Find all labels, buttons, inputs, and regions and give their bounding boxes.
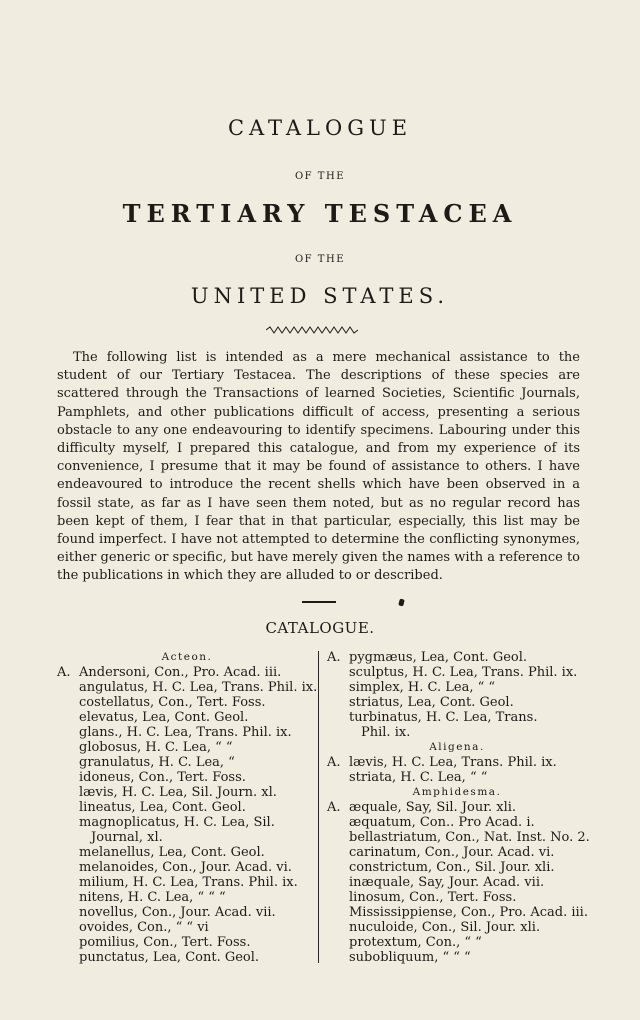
- entry-text: milium, H. C. Lea, Trans. Phil. ix.: [79, 875, 298, 890]
- title-catalogue: CATALOGUE: [227, 116, 413, 140]
- species-entry: [57, 950, 317, 965]
- species-entry: [327, 905, 587, 920]
- entry-text: lævis, H. C. Lea, Sil. Journ. xl.: [79, 785, 277, 800]
- entry-text: punctatus, Lea, Cont. Geol.: [79, 950, 260, 965]
- species-entry: [57, 680, 317, 695]
- species-entry: [327, 800, 587, 815]
- entry-text: æquatum, Con.. Pro Acad. i.: [349, 815, 535, 830]
- entry-text: inæquale, Say, Jour. Acad. vii.: [349, 875, 545, 890]
- genus-heading: [327, 785, 587, 800]
- genus-initial: A.: [327, 755, 341, 770]
- entry-text: nitens, H. C. Lea, “ “ “: [79, 890, 226, 905]
- entry-text: nuculoide, Con., Sil. Jour. xli.: [349, 920, 541, 935]
- column-divider: [318, 651, 319, 963]
- entry-text: angulatus, H. C. Lea, Trans. Phil. ix.: [79, 680, 318, 695]
- species-entry: [327, 770, 587, 785]
- entry-text: pomilius, Con., Tert. Foss.: [79, 935, 251, 950]
- intro-text: The following list is intended as a mere mechanical assistance to the student of our Tertiary Testacea. The descriptions of these species are scattered through the Transactions of learned Societies, Scientific Journals, Pamphlets, and other publications difficult of access, presenting a serious obstacle to any one endeavouring to identify specimens. Labouring under this difficulty myself, I prepared this catalogue, and from my experience of its convenience, I presume that it may be found of assistance to others. I have endeavoured to introduce the recent shells which have been observed in a fossil state, as far as I have seen them noted, but as no regular record has been kept of them, I fear that in that particular, especially, this list may be found imperfect. I have not attempted to determine the conflicting synonymes, either generic or specific, but have merely given the names with a reference to the publications in which they are alluded to or described.: [57, 350, 580, 584]
- genus-initial: A.: [327, 650, 341, 665]
- entry-text: sculptus, H. C. Lea, Trans. Phil. ix.: [349, 665, 578, 680]
- entry-text: lineatus, Lea, Cont. Geol.: [79, 800, 246, 815]
- entry-continuation: [327, 725, 587, 740]
- entry-text: glans., H. C. Lea, Trans. Phil. ix.: [79, 725, 292, 740]
- entry-text: Mississippiense, Con., Pro. Acad. iii.: [349, 905, 588, 920]
- species-entry: [57, 770, 317, 785]
- entry-text: globosus, H. C. Lea, “ “: [79, 740, 233, 755]
- entry-text: idoneus, Con., Tert. Foss.: [79, 770, 246, 785]
- entry-text: turbinatus, H. C. Lea, Trans.: [349, 710, 538, 725]
- entry-text: melanellus, Lea, Cont. Geol.: [79, 845, 265, 860]
- species-entry: [327, 920, 587, 935]
- entry-text: granulatus, H. C. Lea, “: [79, 755, 235, 770]
- catalogue-column-left: [57, 650, 317, 965]
- genus-heading: [327, 740, 587, 755]
- species-entry: [57, 815, 317, 830]
- species-entry: [327, 845, 587, 860]
- entry-text: Andersoni, Con., Pro. Acad. iii.: [79, 665, 282, 680]
- entry-text: carinatum, Con., Jour. Acad. vi.: [349, 845, 555, 860]
- entry-continuation: [57, 830, 317, 845]
- title-of-the-1: OF THE: [294, 171, 345, 182]
- entry-text: melanoides, Con., Jour. Acad. vi.: [79, 860, 292, 875]
- genus-initial: A.: [57, 665, 71, 680]
- species-entry: [57, 725, 317, 740]
- genus-initial: A.: [327, 800, 341, 815]
- species-entry: [57, 875, 317, 890]
- species-entry: [327, 815, 587, 830]
- genus-name: Acteon.: [161, 651, 213, 663]
- genus-name: Amphidesma.: [412, 786, 502, 798]
- entry-text: magnoplicatus, H. C. Lea, Sil.: [79, 815, 275, 830]
- species-entry: [57, 740, 317, 755]
- species-entry: [57, 755, 317, 770]
- catalogue-column-right: [327, 650, 590, 965]
- intro-paragraph: [57, 349, 580, 586]
- species-entry: [57, 860, 317, 875]
- species-entry: [57, 920, 317, 935]
- entry-text: novellus, Con., Jour. Acad. vii.: [79, 905, 276, 920]
- species-entry: [57, 695, 317, 710]
- entry-text: simplex, H. C. Lea, “ “: [349, 680, 496, 695]
- entry-text: bellastriatum, Con., Nat. Inst. No. 2.: [349, 830, 590, 845]
- entry-text: costellatus, Con., Tert. Foss.: [79, 695, 266, 710]
- species-entry: [327, 755, 587, 770]
- species-entry: [57, 905, 317, 920]
- species-entry: [327, 875, 587, 890]
- entry-text: linosum, Con., Tert. Foss.: [349, 890, 517, 905]
- species-entry: [327, 650, 587, 665]
- title-tertiary-testacea: TERTIARY TESTACEA: [122, 199, 518, 228]
- entry-text: constrictum, Con., Sil. Jour. xli.: [349, 860, 555, 875]
- catalogue-heading: CATALOGUE.: [265, 619, 375, 637]
- title-of-the-2: OF THE: [294, 254, 345, 265]
- species-entry: [327, 680, 587, 695]
- entry-text: striatus, Lea, Cont. Geol.: [349, 695, 514, 710]
- entry-text: protextum, Con., “ “: [349, 935, 482, 950]
- entry-text: striata, H. C. Lea, “ “: [349, 770, 488, 785]
- species-entry: [327, 830, 590, 845]
- ornamental-divider: [266, 325, 358, 335]
- species-entry: [327, 890, 587, 905]
- entry-text: lævis, H. C. Lea, Trans. Phil. ix.: [349, 755, 557, 770]
- species-entry: [327, 710, 587, 725]
- species-entry: [57, 935, 317, 950]
- species-entry: [57, 800, 317, 815]
- species-entry: [57, 890, 317, 905]
- entry-text: ovoides, Con., “ “ vi: [79, 920, 209, 935]
- entry-text: Journal, xl.: [91, 830, 163, 845]
- species-entry: [327, 695, 587, 710]
- species-entry: [327, 665, 587, 680]
- entry-text: subobliquum, “ “ “: [349, 950, 471, 965]
- species-entry: [57, 785, 317, 800]
- species-entry: [57, 845, 317, 860]
- entry-text: æquale, Say, Sil. Jour. xli.: [349, 800, 517, 815]
- entry-text: pygmæus, Lea, Cont. Geol.: [349, 650, 528, 665]
- entry-text: Phil. ix.: [361, 725, 411, 740]
- species-entry: [327, 950, 587, 965]
- title-united-states: UNITED STATES.: [190, 284, 450, 308]
- species-entry: [57, 665, 317, 680]
- species-entry: [57, 710, 317, 725]
- genus-name: Aligena.: [429, 741, 485, 753]
- species-entry: [327, 935, 587, 950]
- section-rule: [302, 601, 336, 603]
- species-entry: [327, 860, 587, 875]
- entry-text: elevatus, Lea, Cont. Geol.: [79, 710, 249, 725]
- section-rule-mark: [398, 598, 405, 606]
- genus-heading: [57, 650, 317, 665]
